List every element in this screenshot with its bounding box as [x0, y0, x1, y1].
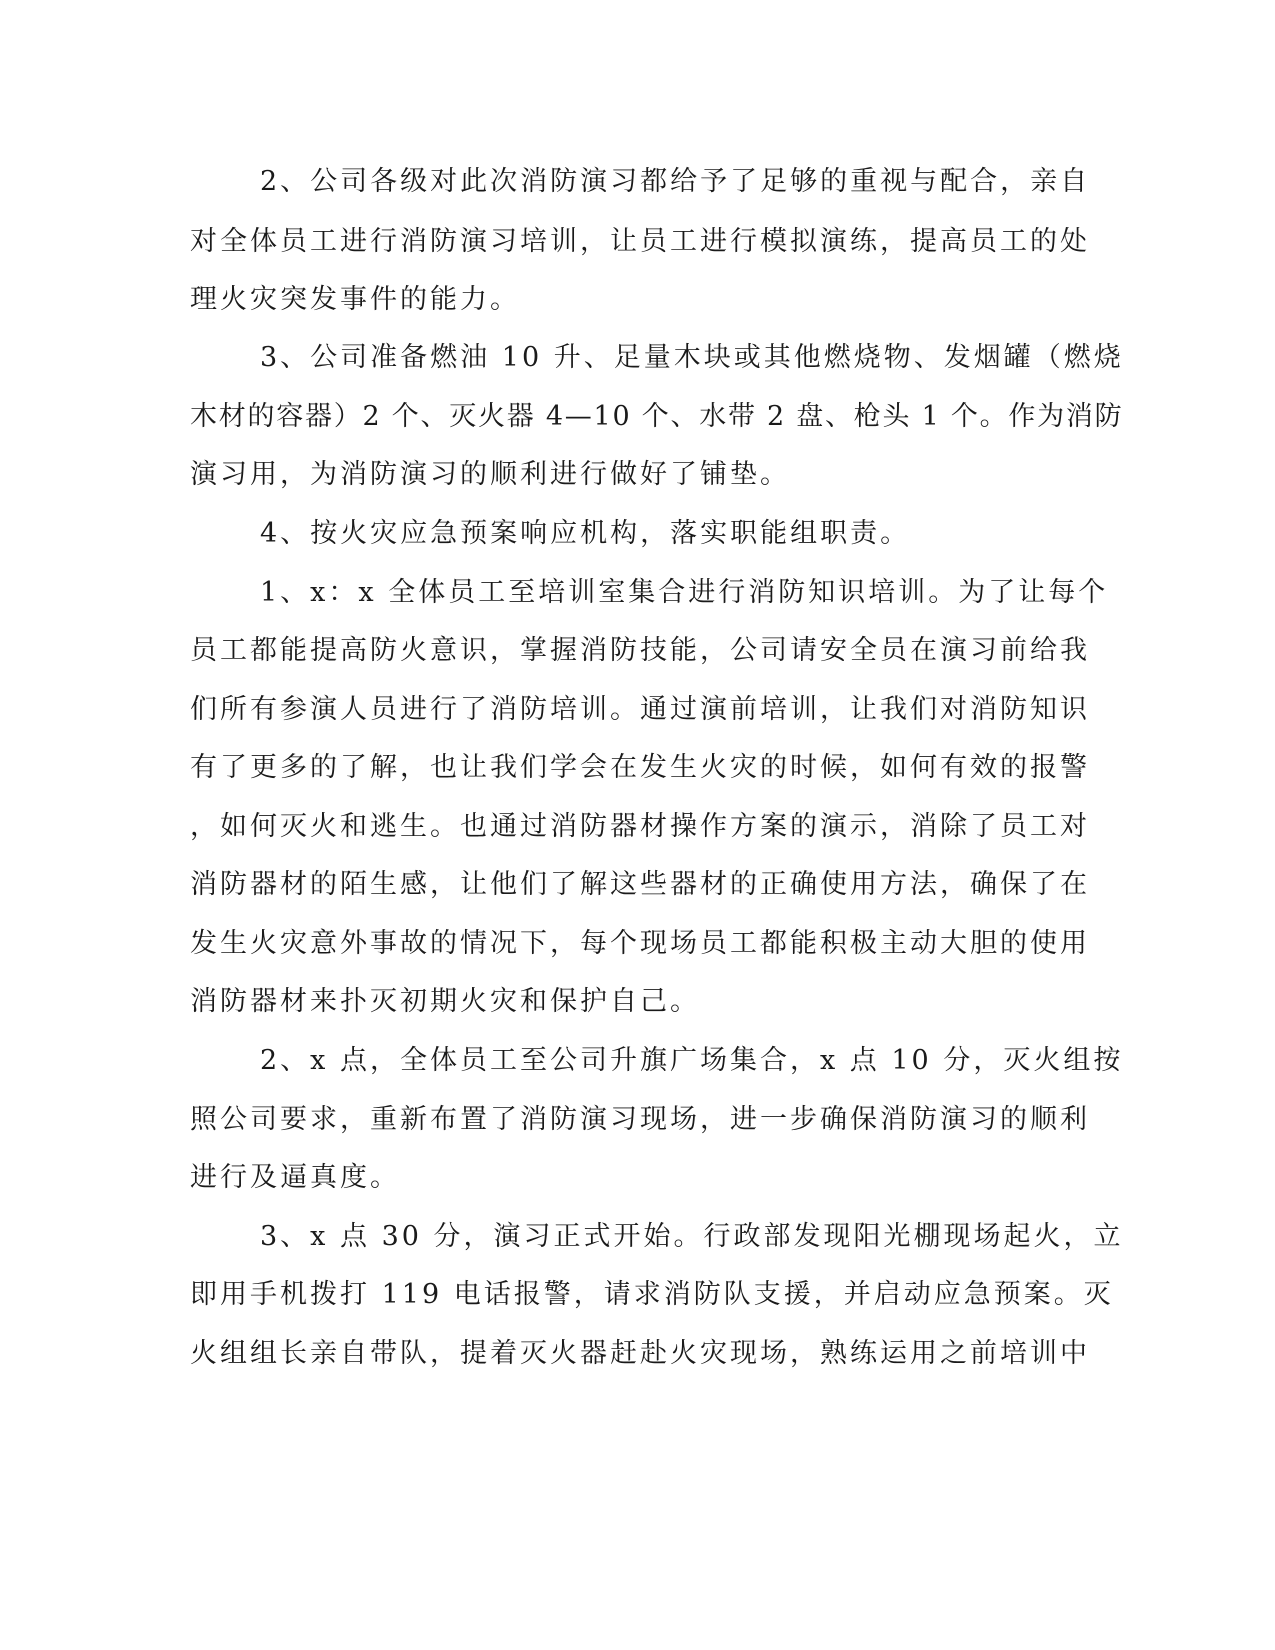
step-3-line-3: 火组组长亲自带队，提着灭火器赶赴火灾现场，熟练运用之前培训中 — [190, 1338, 1090, 1369]
step-1-line-8: 消防器材来扑灭初期火灾和保护自己。 — [190, 986, 700, 1017]
paragraph-2-line-1: 2、公司各级对此次消防演习都给予了足够的重视与配合，亲自 — [260, 166, 1091, 197]
step-1-line-5: ，如何灭火和逃生。也通过消防器材操作方案的演示，消除了员工对 — [190, 811, 1090, 842]
step-1-line-1: 1、x：x 全体员工至培训室集合进行消防知识培训。为了让每个 — [260, 577, 1109, 608]
step-1-line-6: 消防器材的陌生感，让他们了解这些器材的正确使用方法，确保了在 — [190, 869, 1090, 900]
step-2-line-2: 照公司要求，重新布置了消防演习现场，进一步确保消防演习的顺利 — [190, 1104, 1090, 1135]
paragraph-3-line-1: 3、公司准备燃油 10 升、足量木块或其他燃烧物、发烟罐（燃烧 — [260, 342, 1124, 373]
step-3-line-1: 3、x 点 30 分，演习正式开始。行政部发现阳光棚现场起火，立 — [260, 1221, 1124, 1252]
step-1-line-7: 发生火灾意外事故的情况下，每个现场员工都能积极主动大胆的使用 — [190, 928, 1090, 959]
step-1-line-3: 们所有参演人员进行了消防培训。通过演前培训，让我们对消防知识 — [190, 694, 1090, 725]
step-1-line-2: 员工都能提高防火意识，掌握消防技能，公司请安全员在演习前给我 — [190, 635, 1090, 666]
paragraph-4-line-1: 4、按火灾应急预案响应机构，落实职能组职责。 — [260, 518, 911, 549]
step-3-line-2: 即用手机拨打 119 电话报警，请求消防队支援，并启动应急预案。灭 — [190, 1279, 1114, 1310]
paragraph-2-line-3: 理火灾突发事件的能力。 — [190, 284, 520, 315]
paragraph-3-line-3: 演习用，为消防演习的顺利进行做好了铺垫。 — [190, 459, 790, 490]
step-1-line-4: 有了更多的了解，也让我们学会在发生火灾的时候，如何有效的报警 — [190, 752, 1090, 783]
paragraph-3-line-2: 木材的容器）2 个、灭火器 4—10 个、水带 2 盘、枪头 1 个。作为消防 — [190, 401, 1124, 432]
step-2-line-3: 进行及逼真度。 — [190, 1162, 400, 1193]
paragraph-2-line-2: 对全体员工进行消防演习培训，让员工进行模拟演练，提高员工的处 — [190, 226, 1090, 257]
step-2-line-1: 2、x 点，全体员工至公司升旗广场集合，x 点 10 分，灭火组按 — [260, 1045, 1124, 1076]
